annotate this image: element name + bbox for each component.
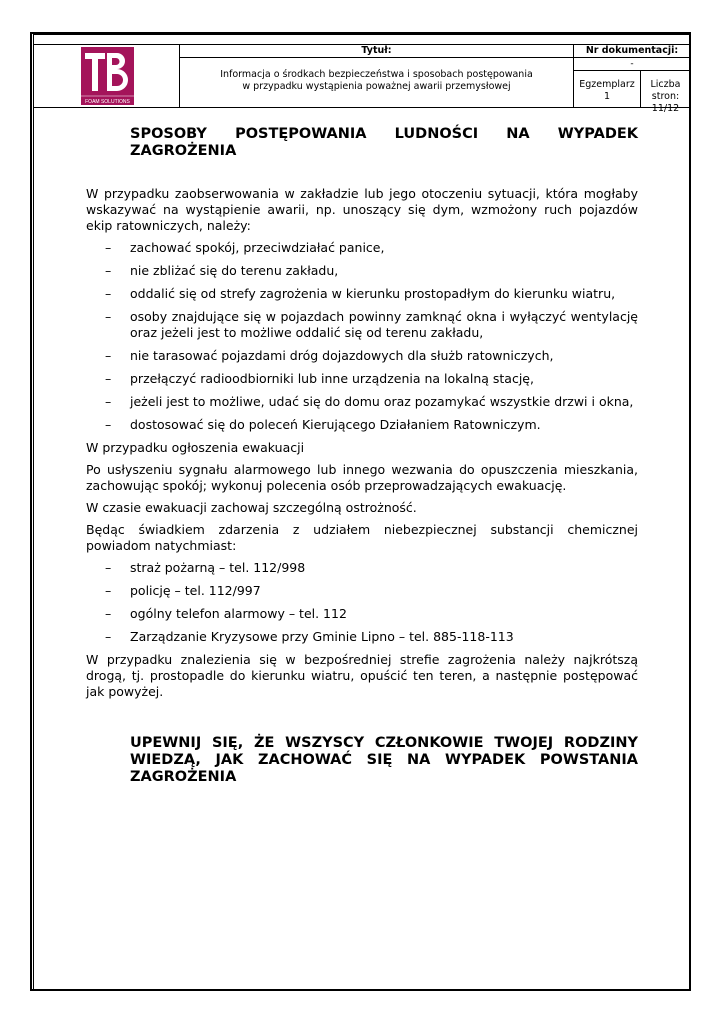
instructions-list (86, 240, 638, 433)
list-item: – oddalić się od strefy zagrożenia w kierunku prostopadłym do kierunku wiatru, (105, 286, 616, 301)
intro-paragraph: W przypadku zaobserwowania w zakładzie lub jego otoczeniu sytuacji, która mogłaby wskazywać na wystąpienie awarii, np. unoszący się dym, wzmożony ruch pojazdów ekip ratowniczych, należy: (86, 186, 638, 233)
section-heading-2: UPEWNIJ SIĘ, ŻE WSZYSCY CZŁONKOWIE TWOJEJ RODZINY WIEDZĄ, JAK ZACHOWAĆ SIĘ NA WYPADEK POWSTANIA ZAGROŻENIA (130, 735, 638, 785)
title-line-1: Informacja o środkach bezpieczeństwa i sposobach postępowania (220, 69, 533, 80)
doc-number: - (574, 58, 690, 71)
doc-cell (574, 45, 690, 114)
logo-text: FOAM SOLUTIONS (85, 99, 130, 105)
title-description (180, 69, 573, 93)
list-item: – nie tarasować pojazdami dróg dojazdowych dla służb ratowniczych, (105, 348, 554, 363)
evacuation-heading: W przypadku ogłoszenia ewakuacji (86, 440, 305, 455)
list-item: – dostosować się do poleceń Kierującego Działaniem Ratowniczym. (105, 417, 541, 432)
document-header (33, 44, 690, 114)
company-logo (81, 47, 134, 105)
title-label: Tytuł: (180, 45, 573, 58)
list-item: – osoby znajdujące się w pojazdach powinny zamknąć okna i wyłączyć wentylację oraz jeżeli jest to możliwe oddalić się od terenu zakładu, (105, 309, 638, 340)
section-heading-1: SPOSOBY POSTĘPOWANIA LUDNOŚCI NA WYPADEK ZAGROŻENIA (130, 126, 638, 159)
final-paragraph: W przypadku znalezienia się w bezpośredniej strefie zagrożenia należy najkrótszą drogą, tj. prostopadle do kierunku wiatru, opuścić ten teren, a następnie postępować jak powyżej. (86, 652, 638, 699)
pages-label: Liczba stron: (650, 79, 681, 102)
list-item: – przełączyć radioodbiorniki lub inne urządzenia na lokalną stację, (105, 371, 534, 386)
list-item: – nie zbliżać się do terenu zakładu, (105, 263, 339, 278)
list-item: – policję – tel. 112/997 (105, 583, 261, 598)
document-body (86, 124, 638, 786)
list-item: – straż pożarną – tel. 112/998 (105, 560, 306, 575)
list-item: – Zarządzanie Kryzysowe przy Gminie Lipno – tel. 885-118-113 (105, 629, 514, 644)
evacuation-care: W czasie ewakuacji zachowaj szczególną ostrożność. (86, 500, 417, 515)
pages-cell (641, 71, 690, 114)
copy-cell (574, 71, 641, 107)
logo-cell (33, 45, 180, 107)
emergency-contacts-list (86, 560, 638, 645)
pages-value: 11/12 (651, 103, 680, 114)
doc-label: Nr dokumentacji: (574, 45, 690, 58)
witness-paragraph: Będąc świadkiem zdarzenia z udziałem niebezpiecznej substancji chemicznej powiadom natychmiast: (86, 522, 638, 553)
list-item: – jeżeli jest to możliwe, udać się do domu oraz pozamykać wszystkie drzwi i okna, (105, 394, 634, 409)
title-cell (180, 45, 574, 107)
evacuation-paragraph: Po usłyszeniu sygnału alarmowego lub innego wezwania do opuszczenia mieszkania, zachowując spokój; wykonuj polecenia osób przeprowadzających ewakuację. (86, 462, 638, 493)
title-line-2: w przypadku wystąpienia poważnej awarii przemysłowej (242, 81, 511, 92)
list-item: – zachować spokój, przeciwdziałać panice, (105, 240, 385, 255)
copy-label: Egzemplarz (579, 79, 635, 90)
copy-value: 1 (603, 91, 611, 102)
list-item: – ogólny telefon alarmowy – tel. 112 (105, 606, 347, 621)
